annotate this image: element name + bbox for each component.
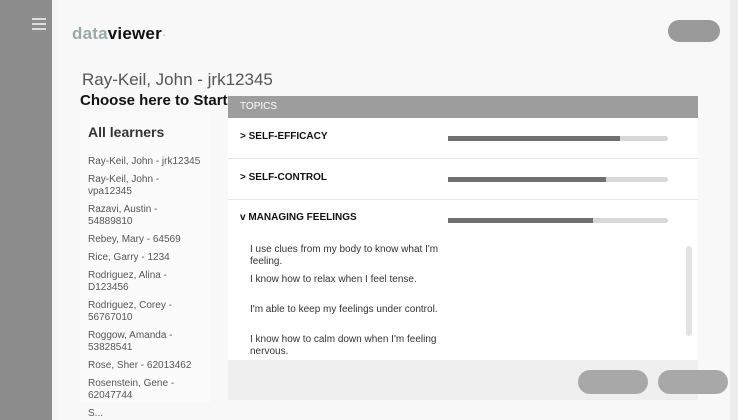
topic-name: MANAGING FEELINGS [248,212,357,223]
learners-panel [80,112,210,419]
chevron-right-icon: > [240,131,246,142]
question-text: I'm able to keep my feelings under control. [250,304,438,315]
choose-label: Choose here to Start [80,92,228,109]
question-text: I know how to relax when I feel tense. [250,274,417,285]
question-row [228,300,698,330]
bottom-buttons [578,370,738,402]
topic-label [240,172,327,183]
learner-list [80,146,210,420]
question-row [228,270,698,300]
topic-progress-fill [448,218,593,223]
question-text: I use clues from my body to know what I'm feeling. [250,244,439,267]
main-window [58,0,730,420]
learner-item[interactable]: Rose, Sher - 62013462 [88,360,192,371]
menu-icon[interactable] [32,18,46,30]
secondary-button[interactable] [578,370,648,394]
topic-progress-bar [448,136,668,141]
topic-progress-fill [448,136,620,141]
topic-label [240,131,328,142]
topic-managing-feelings[interactable] [228,200,698,240]
brand-main: viewer [107,24,162,43]
chevron-down-icon: v [240,212,246,223]
primary-button[interactable] [658,370,728,394]
learner-item[interactable]: Rice, Garry - 1234 [88,252,170,263]
learner-item[interactable]: Razavi, Austin - 54889810 [88,204,158,227]
question-row [228,240,698,270]
learners-title: All learners [88,124,165,140]
top-bar [58,18,730,48]
learner-item[interactable]: Ray-Keil, John - jrk12345 [88,156,201,167]
learner-item[interactable]: Rosenstein, Gene - 62047744 [88,378,175,401]
top-action-button[interactable] [668,20,720,42]
topic-progress-fill [448,177,606,182]
selected-learner: Ray-Keil, John - jrk12345 [82,70,273,89]
topics-header: TOPICS [228,96,698,118]
chevron-right-icon: > [240,172,246,183]
learner-item[interactable]: Rebey, Mary - 64569 [88,234,181,245]
topic-label [240,212,357,223]
left-nav-strip [0,0,52,420]
question-row [228,330,698,360]
choose-here-to-start[interactable] [80,92,237,109]
app-title [72,24,167,44]
question-text: I know how to calm down when I'm feeling nervous. [250,334,437,357]
learner-item[interactable]: S... [88,408,104,419]
topics-panel [228,96,698,396]
scrollbar-thumb[interactable] [686,246,692,336]
learner-item[interactable]: Rodriguez, Corey - 56767010 [88,300,172,323]
topic-name: SELF-CONTROL [248,172,327,183]
learner-item[interactable]: Rodriguez, Alina - D123456 [88,270,167,293]
topic-name: SELF-EFFICACY [248,131,328,142]
topic-self-control[interactable] [228,159,698,200]
brand-prefix: data [72,24,108,43]
learner-item[interactable]: Roggow, Amanda - 53828541 [88,330,173,353]
topic-progress-bar [448,177,668,182]
topic-progress-bar [448,218,668,223]
topic-self-efficacy[interactable] [228,118,698,159]
brand-suffix: · [161,26,167,42]
learner-item[interactable]: Ray-Keil, John - vpa12345 [88,174,160,197]
